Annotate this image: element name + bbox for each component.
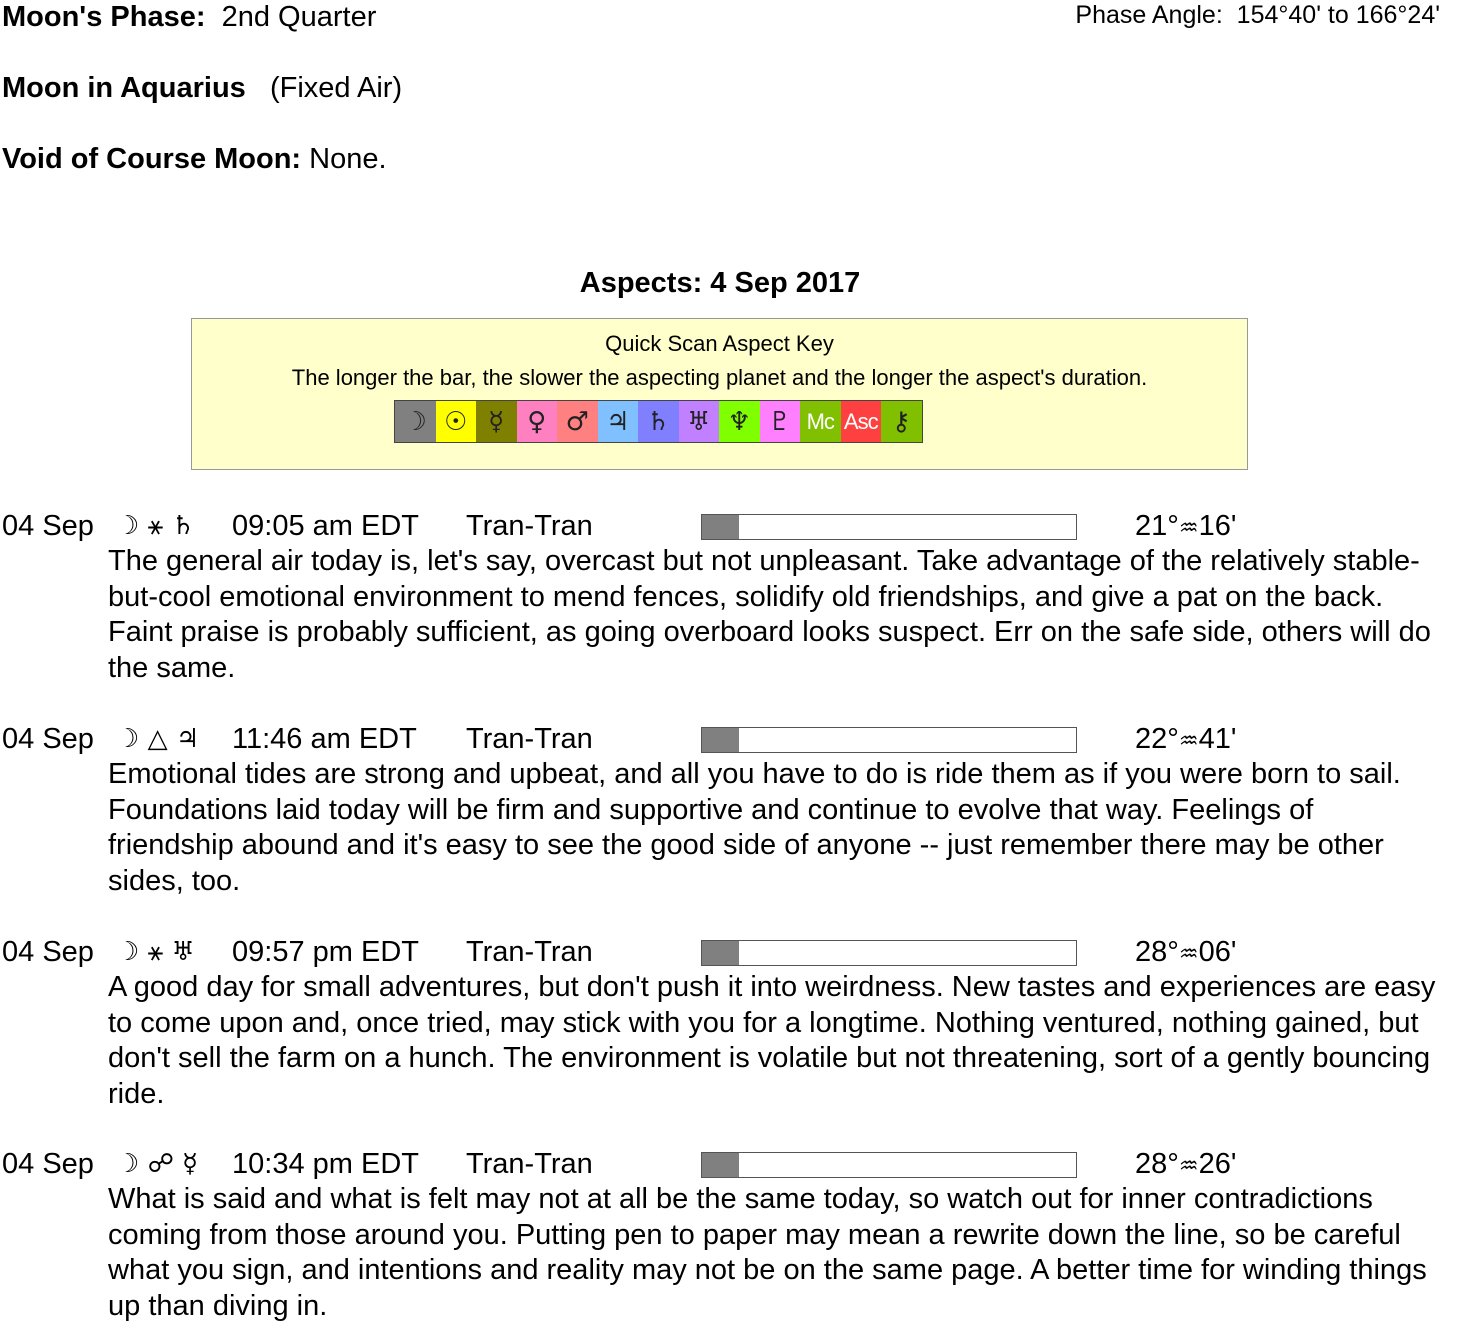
venus-icon: ♀ [517, 401, 558, 442]
aspect-time: 11:46 am EDT [232, 723, 417, 755]
phase-angle-value: 154°40' to 166°24' [1236, 1, 1440, 29]
aspects-title: Aspects: 4 Sep 2017 [579, 267, 861, 299]
aspect-position [1135, 935, 1236, 972]
mercury-icon: ☿ [476, 401, 517, 442]
aspect-glyphs: ☽ ☍ ☿ [116, 1149, 199, 1179]
aspect-time: 10:34 pm EDT [232, 1148, 419, 1180]
aspect-date: 04 Sep [2, 723, 94, 755]
aspect-interpretation: A good day for small adventures, but don't push it into weirdness. New tastes and experiences are easy to come upon and, once tried, may stick with you for a longtime. Nothing ventured, nothing gained, but don't sell the farm on a hunch. The environment is volatile but not threatening, sort of a gently bouncing ride. [108, 971, 1436, 1110]
aspect-degree: 28° [1135, 936, 1179, 968]
aquarius-icon: ♒ [1178, 516, 1199, 541]
aspect-position [1135, 1147, 1236, 1184]
aspect-entry-header [0, 722, 1458, 756]
aspect-interpretation: Emotional tides are strong and upbeat, and all you have to do is ride them as if you were born to sail. Foundations laid today will be firm and supportive and continue to evolve that way. Feelings of friendship abound and it's easy to see the good side of anyone -- just remember there may be other sides, too. [108, 758, 1401, 897]
ascendant-icon: Asc [841, 401, 882, 442]
aspect-degree: 28° [1135, 1148, 1179, 1180]
void-value: None. [309, 143, 387, 175]
mars-icon: ♂ [557, 401, 598, 442]
duration-bar-fill [702, 515, 739, 539]
aspect-glyphs: ☽ △ ♃ [116, 724, 200, 754]
moon-phase-label: Moon's Phase: [2, 1, 206, 33]
aspect-glyphs: ☽ ⚹ ♅ [116, 937, 195, 967]
aquarius-icon: ♒ [1178, 942, 1199, 967]
void-label: Void of Course Moon: [2, 143, 302, 175]
aspect-type: Tran-Tran [466, 510, 593, 542]
aspect-degree: 21° [1135, 510, 1179, 542]
aspect-interpretation: What is said and what is felt may not at all be the same today, so watch out for inner contradictions coming from those around you. Putting pen to paper may mean a rewrite down the line, so be careful what you sign, and intentions and reality may not be on the same page. A better time for winding things up than diving in. [108, 1183, 1427, 1322]
aspect-key-title: Quick Scan Aspect Key [605, 331, 834, 356]
aspect-minutes: 16' [1198, 510, 1237, 542]
aspect-type: Tran-Tran [466, 1148, 593, 1180]
aspect-date: 04 Sep [2, 936, 94, 968]
aspect-minutes: 06' [1198, 936, 1237, 968]
aspect-date: 04 Sep [2, 510, 94, 542]
saturn-icon: ♄ [638, 401, 679, 442]
aspect-degree: 22° [1135, 723, 1179, 755]
moon-sign-line [2, 71, 402, 105]
aquarius-icon: ♒ [1178, 729, 1199, 754]
aspect-minutes: 41' [1198, 723, 1237, 755]
uranus-icon: ♅ [679, 401, 720, 442]
duration-bar [701, 514, 1077, 540]
aspect-type: Tran-Tran [466, 936, 593, 968]
moon-phase-value: 2nd Quarter [221, 1, 377, 33]
aspect-entry-header [0, 1147, 1458, 1181]
midheaven-icon: Mc [800, 401, 841, 442]
aspect-position [1135, 722, 1236, 759]
phase-angle-line [1075, 0, 1440, 30]
duration-bar [701, 727, 1077, 753]
aspect-position [1135, 509, 1236, 546]
void-of-course-line [2, 142, 387, 176]
aspect-entry-header [0, 935, 1458, 969]
aspect-type: Tran-Tran [466, 723, 593, 755]
chiron-icon: ⚷ [881, 401, 922, 442]
aspect-entry-header [0, 509, 1458, 543]
aquarius-icon: ♒ [1178, 1154, 1199, 1179]
aspect-time: 09:57 pm EDT [232, 936, 419, 968]
neptune-icon: ♆ [719, 401, 760, 442]
duration-bar [701, 940, 1077, 966]
moon-phase-line [2, 0, 376, 34]
phase-angle-label: Phase Angle: [1075, 1, 1223, 29]
aspect-interpretation: The general air today is, let's say, overcast but not unpleasant. Take advantage of the relatively stable-but-cool emotional environment to mend fences, solidify old friendships, and give a pat on the back. Faint praise is probably sufficient, as going overboard looks suspect. Err on the safe side, others will do the same. [108, 545, 1431, 684]
moon-sign-value: (Fixed Air) [269, 72, 403, 104]
moon-icon: ☽ [395, 401, 436, 442]
aspect-minutes: 26' [1198, 1148, 1237, 1180]
aspect-key-description: The longer the bar, the slower the aspecting planet and the longer the aspect's duration. [291, 365, 1148, 390]
jupiter-icon: ♃ [598, 401, 639, 442]
aspect-key-strip [394, 400, 923, 443]
aspect-time: 09:05 am EDT [232, 510, 419, 542]
aspect-key-box [191, 318, 1248, 470]
duration-bar-fill [702, 941, 739, 965]
duration-bar-fill [702, 728, 739, 752]
duration-bar [701, 1152, 1077, 1178]
duration-bar-fill [702, 1153, 739, 1177]
aspect-glyphs: ☽ ⚹ ♄ [116, 511, 195, 541]
pluto-icon: ♇ [760, 401, 801, 442]
moon-sign-label: Moon in Aquarius [2, 72, 246, 104]
sun-icon: ☉ [436, 401, 477, 442]
aspect-date: 04 Sep [2, 1148, 94, 1180]
